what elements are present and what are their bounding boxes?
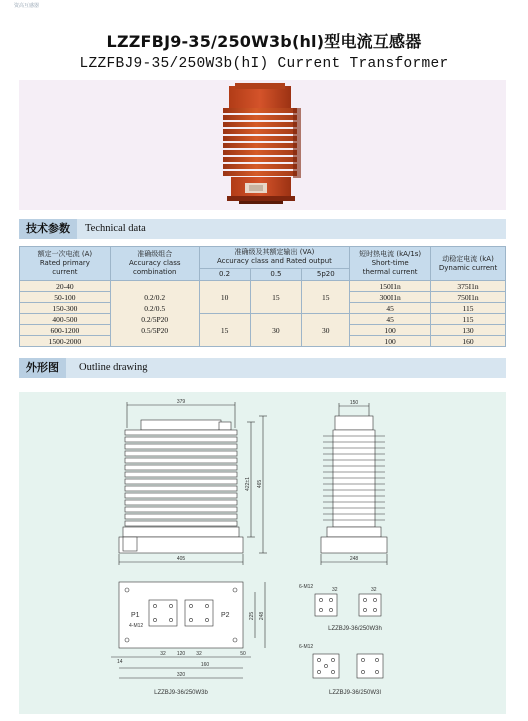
plan-label-hole: 4-M12 bbox=[129, 623, 144, 629]
cell-current: 400-500 bbox=[20, 314, 111, 325]
cell-output-0-5a: 15 bbox=[250, 281, 302, 314]
front-view bbox=[119, 399, 267, 565]
side-view bbox=[321, 400, 387, 565]
product-photo bbox=[209, 80, 319, 210]
dim-side-top: 150 bbox=[349, 400, 359, 406]
dim-plan-120: 120 bbox=[176, 651, 186, 657]
dim-plan-320: 320 bbox=[176, 672, 186, 678]
terminal2-label: 6-M12 bbox=[299, 644, 314, 650]
page-title-cn: LZZFBJ9-35/250W3b(hl)型电流互感器 bbox=[106, 32, 422, 51]
cell-current: 150-300 bbox=[20, 303, 111, 314]
col-subheader-0-2: 0.2 bbox=[199, 268, 250, 280]
col-header-current: 额定一次电流 (A) Rated primary current bbox=[20, 247, 111, 281]
outline-drawing-area bbox=[19, 392, 506, 714]
cell-class-combos: 0.2/0.2 0.2/0.5 0.2/5P20 0.5/5P20 bbox=[110, 281, 199, 347]
plan-label-p2: P2 bbox=[221, 612, 230, 619]
terminal1-dim-32b: 32 bbox=[371, 587, 377, 593]
dim-front-h1: 422±1 bbox=[245, 477, 251, 491]
terminal1-caption: LZZBJ9-36/250W3h bbox=[328, 626, 382, 632]
cell-current: 600-1200 bbox=[20, 325, 111, 336]
cell-thermal: 300I1n bbox=[350, 292, 431, 303]
outline-drawing-tag: 外形图 bbox=[19, 358, 66, 378]
terminal-detail-w3h bbox=[299, 584, 382, 632]
col-header-dynamic: 动稳定电流 (kA) Dynamic current bbox=[431, 247, 506, 281]
technical-data-header bbox=[19, 219, 506, 239]
dim-plan-248: 248 bbox=[259, 611, 265, 621]
cell-output-0-2a: 10 bbox=[199, 281, 250, 314]
cell-thermal: 100 bbox=[350, 325, 431, 336]
col-subheader-0-5: 0.5 bbox=[250, 268, 302, 280]
cell-dynamic: 130 bbox=[431, 325, 506, 336]
cell-current: 1500-2000 bbox=[20, 336, 111, 347]
cell-dynamic: 115 bbox=[431, 314, 506, 325]
dim-front-base: 405 bbox=[176, 556, 186, 562]
dim-front-top: 379 bbox=[176, 399, 186, 405]
col-header-thermal: 短时热电流 (kA/1s) Short-time thermal current bbox=[350, 247, 431, 281]
terminal-detail-w3i bbox=[299, 644, 383, 696]
table-row bbox=[20, 314, 506, 325]
cell-dynamic: 115 bbox=[431, 303, 506, 314]
dim-side-base: 248 bbox=[349, 556, 359, 562]
terminal1-label: 6-M12 bbox=[299, 584, 314, 590]
col-header-class: 准确级组合 Accuracy class combination bbox=[110, 247, 199, 281]
outline-drawing-header bbox=[19, 358, 506, 378]
outline-drawings bbox=[19, 392, 506, 714]
cell-thermal: 100 bbox=[350, 336, 431, 347]
terminal1-dim-32a: 32 bbox=[332, 587, 338, 593]
cell-output-0-2b: 15 bbox=[199, 314, 250, 347]
dim-plan-50: 50 bbox=[240, 651, 246, 657]
plan-caption: LZZBJ9-36/250W3b bbox=[154, 690, 208, 696]
dim-plan-32a: 32 bbox=[160, 651, 166, 657]
outline-drawing-label: Outline drawing bbox=[79, 362, 148, 373]
cell-thermal: 150I1n bbox=[350, 281, 431, 292]
technical-data-tag: 技术参数 bbox=[19, 219, 77, 239]
cell-dynamic: 375I1n bbox=[431, 281, 506, 292]
cell-dynamic: 160 bbox=[431, 336, 506, 347]
technical-data-table bbox=[19, 246, 506, 347]
cell-dynamic: 750I1n bbox=[431, 292, 506, 303]
cell-output-0-5b: 30 bbox=[250, 314, 302, 347]
plan-label-p1: P1 bbox=[131, 612, 140, 619]
cell-thermal: 45 bbox=[350, 303, 431, 314]
dim-front-h2: 465 bbox=[257, 479, 263, 489]
dim-plan-225: 225 bbox=[249, 611, 255, 621]
plan-view bbox=[111, 582, 265, 696]
technical-data-label: Technical data bbox=[85, 223, 146, 234]
col-subheader-5p20: 5p20 bbox=[302, 268, 350, 280]
cell-current: 50-100 bbox=[20, 292, 111, 303]
terminal2-caption: LZZBJ9-36/250W3I bbox=[328, 690, 382, 696]
cell-current: 20-40 bbox=[20, 281, 111, 292]
cell-output-5p20a: 15 bbox=[302, 281, 350, 314]
table-row bbox=[20, 281, 506, 292]
dim-plan-32b: 32 bbox=[196, 651, 202, 657]
dim-plan-160: 160 bbox=[200, 662, 210, 668]
dim-plan-14: 14 bbox=[117, 659, 123, 665]
col-header-output: 准确级及其额定输出 (VA) Accuracy class and Rated output bbox=[199, 247, 350, 269]
cell-thermal: 45 bbox=[350, 314, 431, 325]
product-photo-band bbox=[19, 80, 506, 210]
corner-logo: 资高互感器 bbox=[14, 3, 40, 9]
page-title-en: LZZFBJ9-35/250W3b(hI) Current Transformer bbox=[79, 56, 449, 72]
cell-output-5p20b: 30 bbox=[302, 314, 350, 347]
